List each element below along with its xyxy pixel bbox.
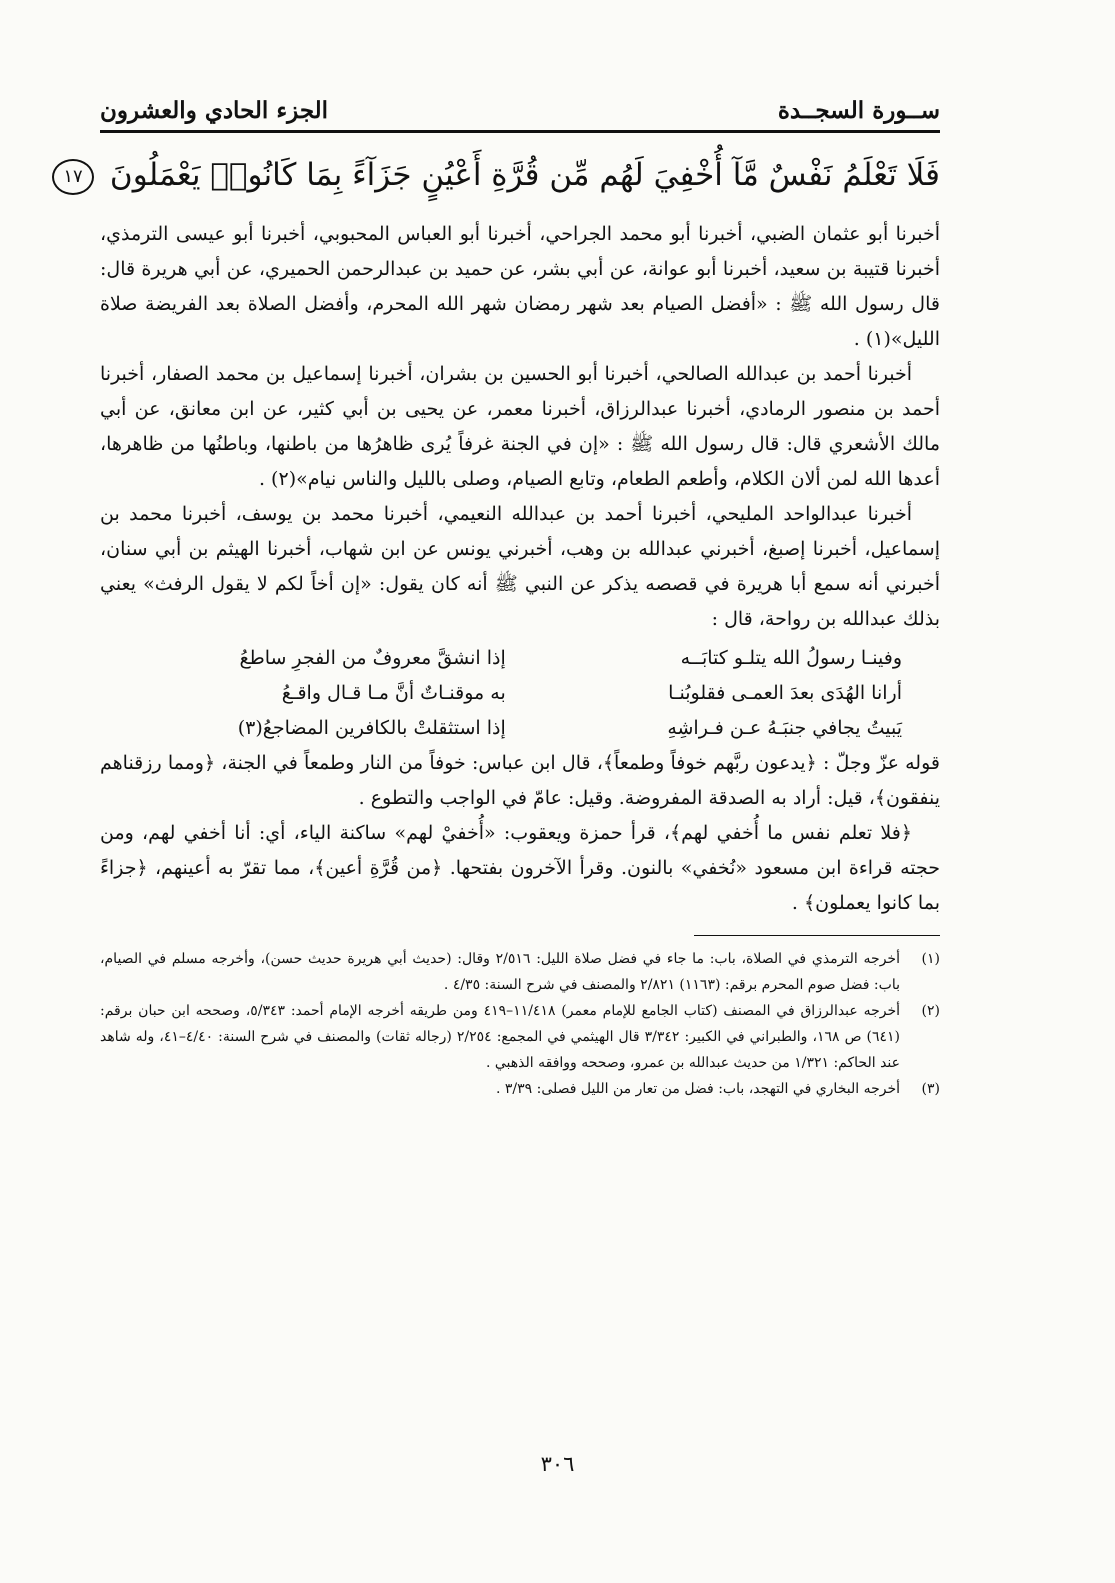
poem-hemistich: به موقنـاتٌ أنَّ مـا قـال واقـعُ [281,682,506,704]
paragraph: قوله عزّ وجلّ : ﴿يدعون ربَّهم خوفاً وطمعاً﴾، قال ابن عباس: خوفاً من النار وطمعاً في الجنة، ﴿ومما رزقناهم ينفقون﴾، قيل: أراد به الصدقة المفروضة. وقيل: عامّ في الواجب والتطوع . [100,752,940,809]
poem-hemistich: إذا استثقلتْ بالكافرين المضاجعُ(٣) [237,717,506,739]
poem-hemistich: يَبيتُ يجافي جنبَـهُ عـن فـراشِهِ [667,717,902,739]
footnote-number: (١) [921,951,940,967]
poem-line [140,641,902,676]
verse-text: فَلَا تَعْلَمُ نَفْسٌ مَّآ أُخْفِيَ لَهُم مِّن قُرَّةِ أَعْيُنٍ جَزَآءً بِمَا كَانُوا۟ يَعْمَلُونَ [109,157,940,193]
footnote-divider [694,935,940,936]
page [63,80,940,1102]
commentary-body [100,217,940,921]
footnotes [100,946,940,1102]
paragraph: أخبرنا عبدالواحد المليحي، أخبرنا أحمد بن عبدالله النعيمي، أخبرنا محمد بن يوسف، أخبرنا محمد بن إسماعيل، أخبرنا إصبغ، أخبرني عبدالله بن وهب، أخبرني يونس عن ابن شهاب، أخبرنا الهيثم بن أبي سنان، أخبرني أنه سمع أبا هريرة في قصصه يذكر عن النبي ﷺ أنه كان يقول: «إن أخاً لكم لا يقول الرفث» يعني بذلك عبدالله بن رواحة، قال : [100,503,940,630]
footnote-number: (٣) [921,1081,940,1097]
footnote-text: أخرجه الترمذي في الصلاة، باب: ما جاء في فضل صلاة الليل: ٢/٥١٦ وقال: (حديث أبي هريرة حديث حسن)، وأخرجه مسلم في الصيام، باب: فضل صوم المحرم برقم: (١١٦٣) ٢/٨٢١ والمصنف في شرح السنة: ٤/٣٥ . [100,951,900,993]
poem-line [140,676,902,711]
footnote [100,946,940,998]
surah-title: ســورة السجــدة [777,97,940,124]
poem-hemistich: أرانا الهُدَى بعدَ العمـى فقلوبُنـا [668,682,902,704]
paragraph: أخبرنا أحمد بن عبدالله الصالحي، أخبرنا أبو الحسين بن بشران، أخبرنا إسماعيل بن محمد الصفار، أخبرنا أحمد بن منصور الرمادي، أخبرنا عبدالرزاق، أخبرنا معمر، عن يحيى بن أبي كثير، عن ابن معانق، عن أبي مالك الأشعري قال: قال رسول الله ﷺ : «إن في الجنة غرفاً يُرى ظاهرُها من باطنها، وباطنُها من ظاهرها، أعدها الله لمن ألان الكلام، وأطعم الطعام، وتابع الصيام، وصلى بالليل والناس نيام»(٢) . [100,363,940,490]
verse-number-badge: ١٧ [52,159,94,195]
poem-hemistich: إذا انشقَّ معروفٌ من الفجرِ ساطعُ [239,647,506,669]
footnote [100,998,940,1076]
page-header [100,80,940,124]
header-rule [100,130,940,133]
poem [140,641,902,746]
page-number: ٣٠٦ [540,1452,575,1476]
footnote-number: (٢) [921,1003,940,1019]
part-title: الجزء الحادي والعشرون [100,97,329,124]
poem-hemistich: وفينـا رسولُ الله يتلـو كتابَــه [680,647,902,669]
paragraph: ﴿فلا تعلم نفس ما أُخفي لهم﴾، قرأ حمزة ويعقوب: «أُخفيْ لهم» ساكنة الياء، أي: أنا أخفي لهم، ومن حجته قراءة ابن مسعود «نُخفي» بالنون. وقرأ الآخرون بفتحها. ﴿من قُرَّةِ أعين﴾، مما تقرّ به أعينهم، ﴿جزاءً بما كانوا يعملون﴾ . [100,822,940,914]
footnote [100,1076,940,1102]
quran-verse [63,149,940,201]
paragraph: أخبرنا أبو عثمان الضبي، أخبرنا أبو محمد الجراحي، أخبرنا أبو العباس المحبوبي، أخبرنا أبو عيسى الترمذي، أخبرنا قتيبة بن سعيد، أخبرنا أبو عوانة، عن أبي بشر، عن حميد بن عبدالرحمن الحميري، عن أبي هريرة قال: قال رسول الله ﷺ : «أفضل الصيام بعد شهر رمضان شهر الله المحرم، وأفضل الصلاة بعد الفريضة صلاة الليل»(١) . [100,223,940,350]
footnote-text: أخرجه البخاري في التهجد، باب: فضل من تعار من الليل فصلى: ٣/٣٩ . [495,1081,900,1097]
poem-line [140,711,902,746]
footnote-text: أخرجه عبدالرزاق في المصنف (كتاب الجامع للإمام معمر) ١١/٤١٨–٤١٩ ومن طريقه أخرجه الإمام أحمد: ٥/٣٤٣، وصححه ابن حبان برقم: (٦٤١) ص ١٦٨، والطبراني في الكبير: ٣/٣٤٢ قال الهيثمي في المجمع: ٢/٢٥٤ (رجاله ثقات) والمصنف في شرح السنة: ٤/٤٠–٤١، وله شاهد عند الحاكم: ١/٣٢١ من حديث عبدالله بن عمرو، وصححه ووافقه الذهبي . [100,1003,901,1071]
